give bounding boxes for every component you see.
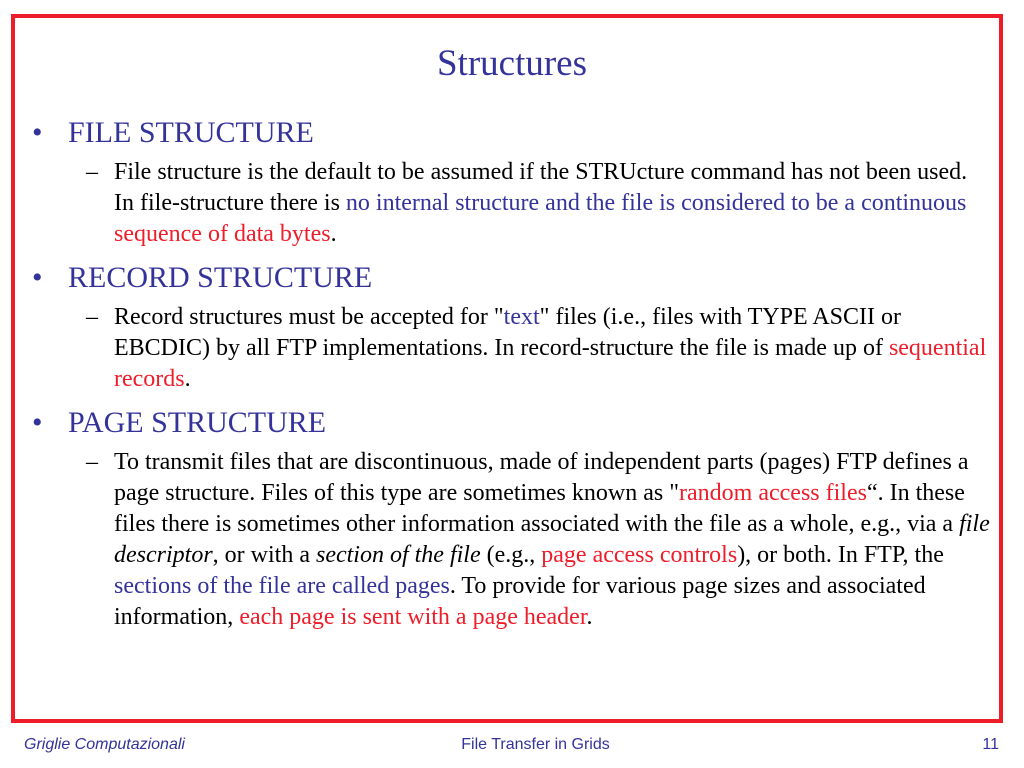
bullet-icon: • [32,261,43,294]
slide-content [32,115,992,633]
highlight-red: each page is sent with a page header [239,604,587,630]
footer-course-name: Griglie Computazionali [24,736,185,753]
text-run: . [586,604,593,630]
footer-page-number: 11 [982,736,999,753]
dash-icon: – [86,449,98,475]
italic-term: section of the file [315,542,481,568]
sub-item-text [114,447,992,633]
slide-title: Structures [436,43,588,84]
dash-icon: – [86,304,98,330]
sub-item-text [114,302,992,395]
text-run: . [330,221,337,247]
slide-footer [0,735,1024,755]
bullet-heading: FILE STRUCTURE [68,116,314,149]
bullet-file-structure [32,115,992,151]
highlight-red: page access controls [541,542,738,568]
text-run: , or with a [212,542,316,568]
bullet-heading: RECORD STRUCTURE [68,261,373,294]
highlight-blue: sections of the file are called pages [114,573,450,599]
text-run: (e.g., [480,542,542,568]
text-run: . [184,366,191,392]
bullet-record-structure [32,260,992,296]
highlight-red: sequential records [114,335,987,392]
highlight-red: sequence of data bytes [114,221,331,247]
sub-item-page-structure [86,447,992,633]
bullet-page-structure [32,405,992,441]
text-run: . To provide for various page sizes and associated information, [114,573,926,630]
highlight-red: random access files [679,480,867,506]
highlight-blue: no internal structure and the file is considered to be a continuous [345,190,967,216]
bullet-icon: • [32,116,43,149]
text-run: To transmit files that are discontinuous, made of independent parts (pages) FTP defines a page structure. Files of this type are sometimes known as " [114,449,969,506]
text-run: Record structures must be accepted for " [114,304,504,330]
sub-item-record-structure [86,302,992,395]
text-run: " files (i.e., files with TYPE ASCII or EBCDIC) by all FTP implementations. In record-structure the file is made up of [114,304,901,361]
sub-item-file-structure [86,157,992,250]
highlight-blue: text [503,304,540,330]
bullet-heading: PAGE STRUCTURE [68,406,327,439]
text-run: “. In these files there is sometimes other information associated with the file as a whole, e.g., via a [114,480,965,537]
italic-term: file descriptor [114,511,990,568]
footer-lecture-title: File Transfer in Grids [461,736,610,753]
sub-item-text [114,157,992,250]
text-run: File structure is the default to be assumed if the STRUcture command has not been used. In file-structure there is [114,159,968,216]
text-run: ), or both. In FTP, the [737,542,944,568]
dash-icon: – [86,159,98,185]
bullet-icon: • [32,406,43,439]
